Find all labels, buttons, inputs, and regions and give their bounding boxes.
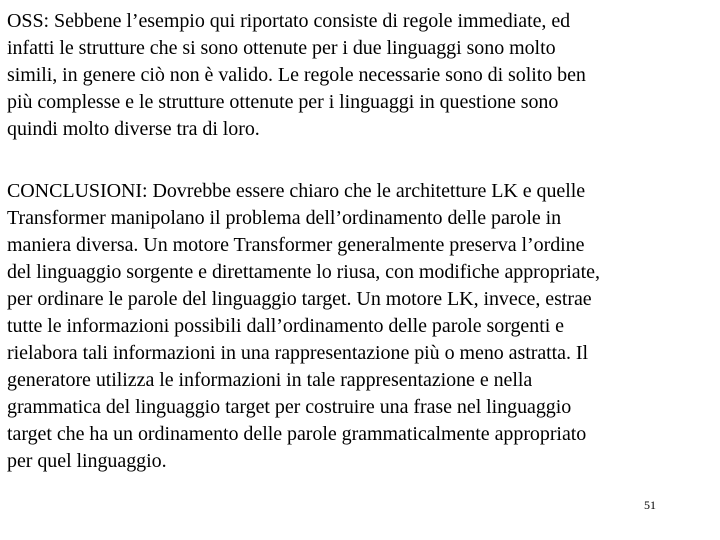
text-line: per ordinare le parole del linguaggio target. Un motore LK, invece, estrae [7, 288, 592, 310]
text-line: del linguaggio sorgente e direttamente lo riusa, con modifiche appropriate, [7, 261, 600, 283]
text-line: quindi molto diverse tra di loro. [7, 118, 260, 140]
text-line: generatore utilizza le informazioni in tale rappresentazione e nella [7, 369, 533, 391]
text-line: CONCLUSIONI: Dovrebbe essere chiaro che le architetture LK e quelle [7, 180, 586, 202]
text-line: rielabora tali informazioni in una rappresentazione più o meno astratta. Il [7, 342, 589, 364]
text-line: per quel linguaggio. [7, 450, 167, 472]
page-number: 51 [644, 498, 656, 512]
text-line: Transformer manipolano il problema dell’ordinamento delle parole in [7, 207, 562, 229]
paragraph-conclusioni [7, 178, 719, 475]
text-line: target che ha un ordinamento delle parole grammaticalmente appropriato [7, 423, 587, 445]
text-line: OSS: Sebbene l’esempio qui riportato consiste di regole immediate, ed [7, 10, 571, 32]
text-line: maniera diversa. Un motore Transformer generalmente preserva l’ordine [7, 234, 585, 256]
text-line: più complesse e le strutture ottenute per i linguaggi in questione sono [7, 91, 559, 113]
text-line: grammatica del linguaggio target per costruire una frase nel linguaggio [7, 396, 572, 418]
paragraph-oss-note [7, 8, 719, 143]
text-line: infatti le strutture che si sono ottenute per i due linguaggi sono molto [7, 37, 556, 59]
text-line: simili, in genere ciò non è valido. Le regole necessarie sono di solito ben [7, 64, 586, 86]
text-line: tutte le informazioni possibili dall’ordinamento delle parole sorgenti e [7, 315, 564, 337]
